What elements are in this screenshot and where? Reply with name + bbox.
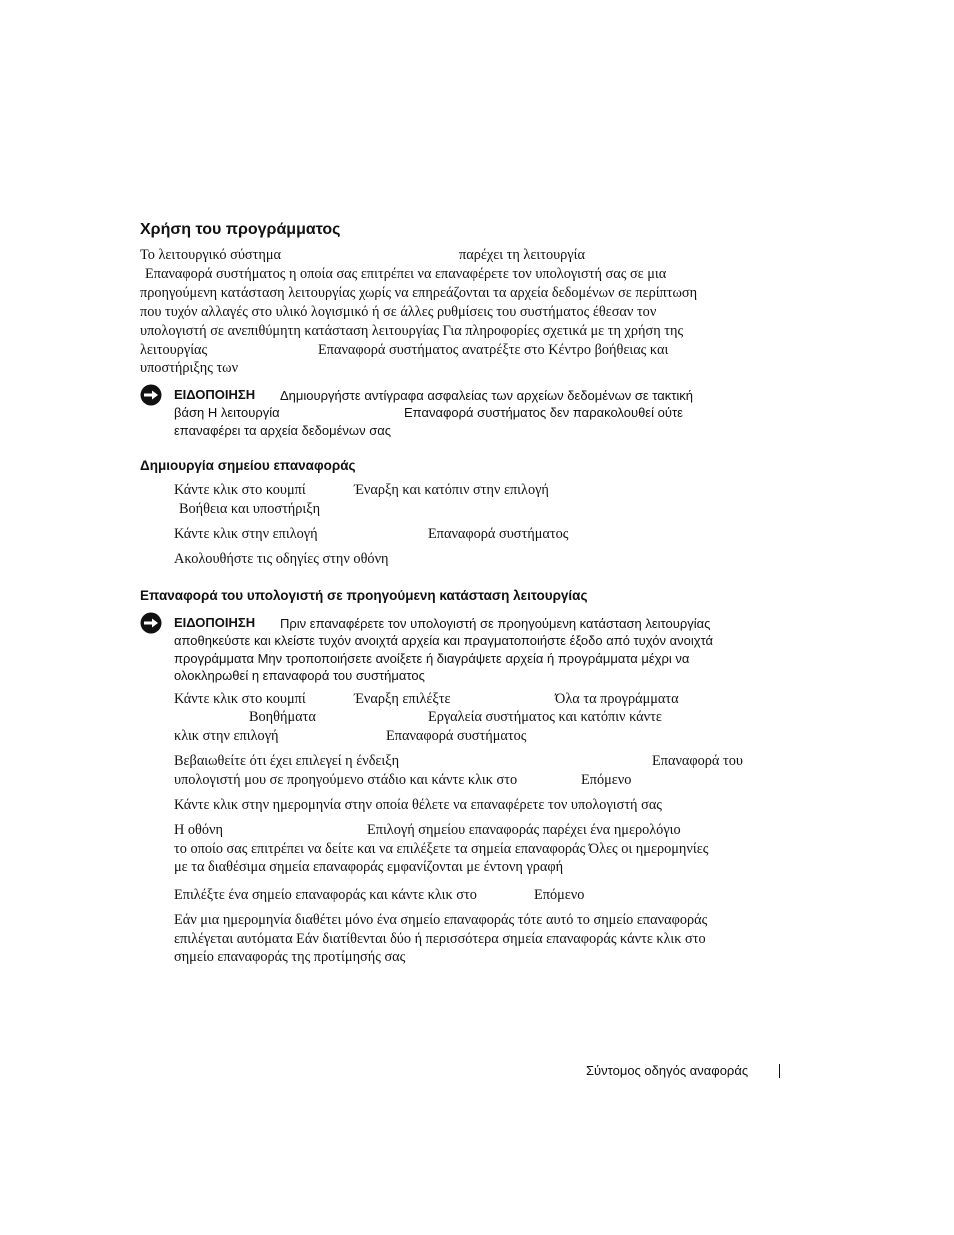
restore-step-4d: με τα διαθέσιμα σημεία επαναφοράς εμφανίζονται με έντονη γραφή [174, 859, 564, 875]
notice-label: ΕΙΔΟΠΟΙΗΣΗ [174, 387, 256, 402]
restore-step-2a: Βεβαιωθείτε ότι έχει επιλεγεί η ένδειξη [174, 753, 400, 769]
footer-guide-title: Σύντομος οδηγός αναφοράς [586, 1063, 749, 1078]
notice-line-2b: Επαναφορά συστήματος δεν παρακολουθεί ούτε [404, 405, 683, 420]
intro-line-2: Επαναφορά συστήματος η οποία σας επιτρέπει να επαναφέρετε τον υπολογιστή σας σε μια [145, 266, 667, 282]
restore-step-6b: επιλέγεται αυτόματα Εάν διατίθενται δύο ή περισσότερα σημεία επαναφοράς κάντε κλικ στο [174, 931, 706, 947]
notice2-line-4: ολοκληρωθεί η επαναφορά του συστήματος [174, 668, 425, 683]
create-step-1b: Έναρξη και κατόπιν στην επιλογή [354, 482, 549, 498]
restore-step-1d: Βοηθήματα [249, 709, 316, 725]
notice2-line-3: προγράμματα Μην τροποποιήσετε ανοίξετε ή διαγράψετε αρχεία ή προγράμματα μέχρι να [174, 651, 690, 666]
footer-divider [779, 1064, 780, 1078]
intro-line-1b: παρέχει τη λειτουργία [459, 247, 585, 263]
restore-step-4c: το οποίο σας επιτρέπει να δείτε και να επιλέξετε τα σημεία επαναφοράς Όλες οι ημερομηνίες [174, 841, 709, 857]
intro-line-6a: λειτουργίας [140, 342, 208, 358]
notice-line-2a: βάση Η λειτουργία [174, 405, 280, 420]
restore-step-1f: κλικ στην επιλογή [174, 728, 279, 744]
intro-line-6b: Επαναφορά συστήματος ανατρέξτε στο Κέντρο βοήθειας και [318, 342, 669, 358]
notice2-line-1: Πριν επαναφέρετε τον υπολογιστή σε προηγούμενη κατάσταση λειτουργίας [280, 616, 711, 631]
intro-line-4: που τυχόν αλλαγές στο υλικό λογισμικό ή σε άλλες ρυθμίσεις του συστήματος έθεσαν τον [140, 304, 657, 320]
create-step-1a: Κάντε κλικ στο κουμπί [174, 482, 306, 498]
notice-icon [140, 384, 162, 406]
restore-step-6c: σημείο επαναφοράς της προτίμησής σας [174, 949, 406, 965]
notice-label: ΕΙΔΟΠΟΙΗΣΗ [174, 615, 256, 630]
restore-step-1g: Επαναφορά συστήματος [386, 728, 527, 744]
restore-step-2d: Επόμενο [581, 772, 632, 788]
restore-step-3: Κάντε κλικ στην ημερομηνία στην οποία θέλετε να επαναφέρετε τον υπολογιστή σας [174, 797, 662, 813]
restore-step-4b: Επιλογή σημείου επαναφοράς παρέχει ένα ημερολόγιο [367, 822, 681, 838]
create-step-1c: Βοήθεια και υποστήριξη [179, 501, 321, 517]
restore-step-5b: Επόμενο [534, 887, 585, 903]
notice2-line-2: αποθηκεύστε και κλείστε τυχόν ανοιχτά αρχεία και πραγματοποιήστε έξοδο από τυχόν ανοιχτά [174, 633, 714, 648]
restore-heading: Επαναφορά του υπολογιστή σε προηγούμενη κατάσταση λειτουργίας [140, 588, 588, 603]
restore-step-1e: Εργαλεία συστήματος και κατόπιν κάντε [428, 709, 662, 725]
notice-line-3: επαναφέρει τα αρχεία δεδομένων σας [174, 423, 392, 438]
restore-step-4a: Η οθόνη [174, 822, 223, 838]
intro-line-1a: Το λειτουργικό σύστημα [140, 247, 282, 263]
intro-line-7: υποστήριξης των [140, 360, 239, 376]
restore-step-6a: Εάν μια ημερομηνία διαθέτει μόνο ένα σημείο επαναφοράς τότε αυτό το σημείο επαναφοράς [174, 912, 708, 928]
intro-line-5: υπολογιστή σε ανεπιθύμητη κατάσταση λειτουργίας Για πληροφορίες σχετικά με τη χρήση της [140, 323, 684, 339]
create-step-2b: Επαναφορά συστήματος [428, 526, 569, 542]
notice-line-1: Δημιουργήστε αντίγραφα ασφαλείας των αρχείων δεδομένων σε τακτική [280, 388, 693, 403]
restore-step-5a: Επιλέξτε ένα σημείο επαναφοράς και κάντε κλικ στο [174, 887, 477, 903]
notice-icon [140, 612, 162, 634]
restore-step-2c: υπολογιστή μου σε προηγούμενο στάδιο και κάντε κλικ στο [174, 772, 518, 788]
create-restore-point-heading: Δημιουργία σημείου επαναφοράς [140, 458, 356, 473]
create-step-3: Ακολουθήστε τις οδηγίες στην οθόνη [174, 551, 389, 567]
section-title: Χρήση του προγράμματος [140, 221, 341, 238]
restore-step-1a: Κάντε κλικ στο κουμπί [174, 691, 306, 707]
restore-step-2b: Επαναφορά του [652, 753, 743, 769]
restore-step-1c: Όλα τα προγράμματα [555, 691, 679, 707]
intro-line-3: προηγούμενη κατάσταση λειτουργίας χωρίς να επηρεάζονται τα αρχεία δεδομένων σε περίπτωση [140, 285, 698, 301]
create-step-2a: Κάντε κλικ στην επιλογή [174, 526, 318, 542]
restore-step-1b: Έναρξη επιλέξτε [354, 691, 451, 707]
